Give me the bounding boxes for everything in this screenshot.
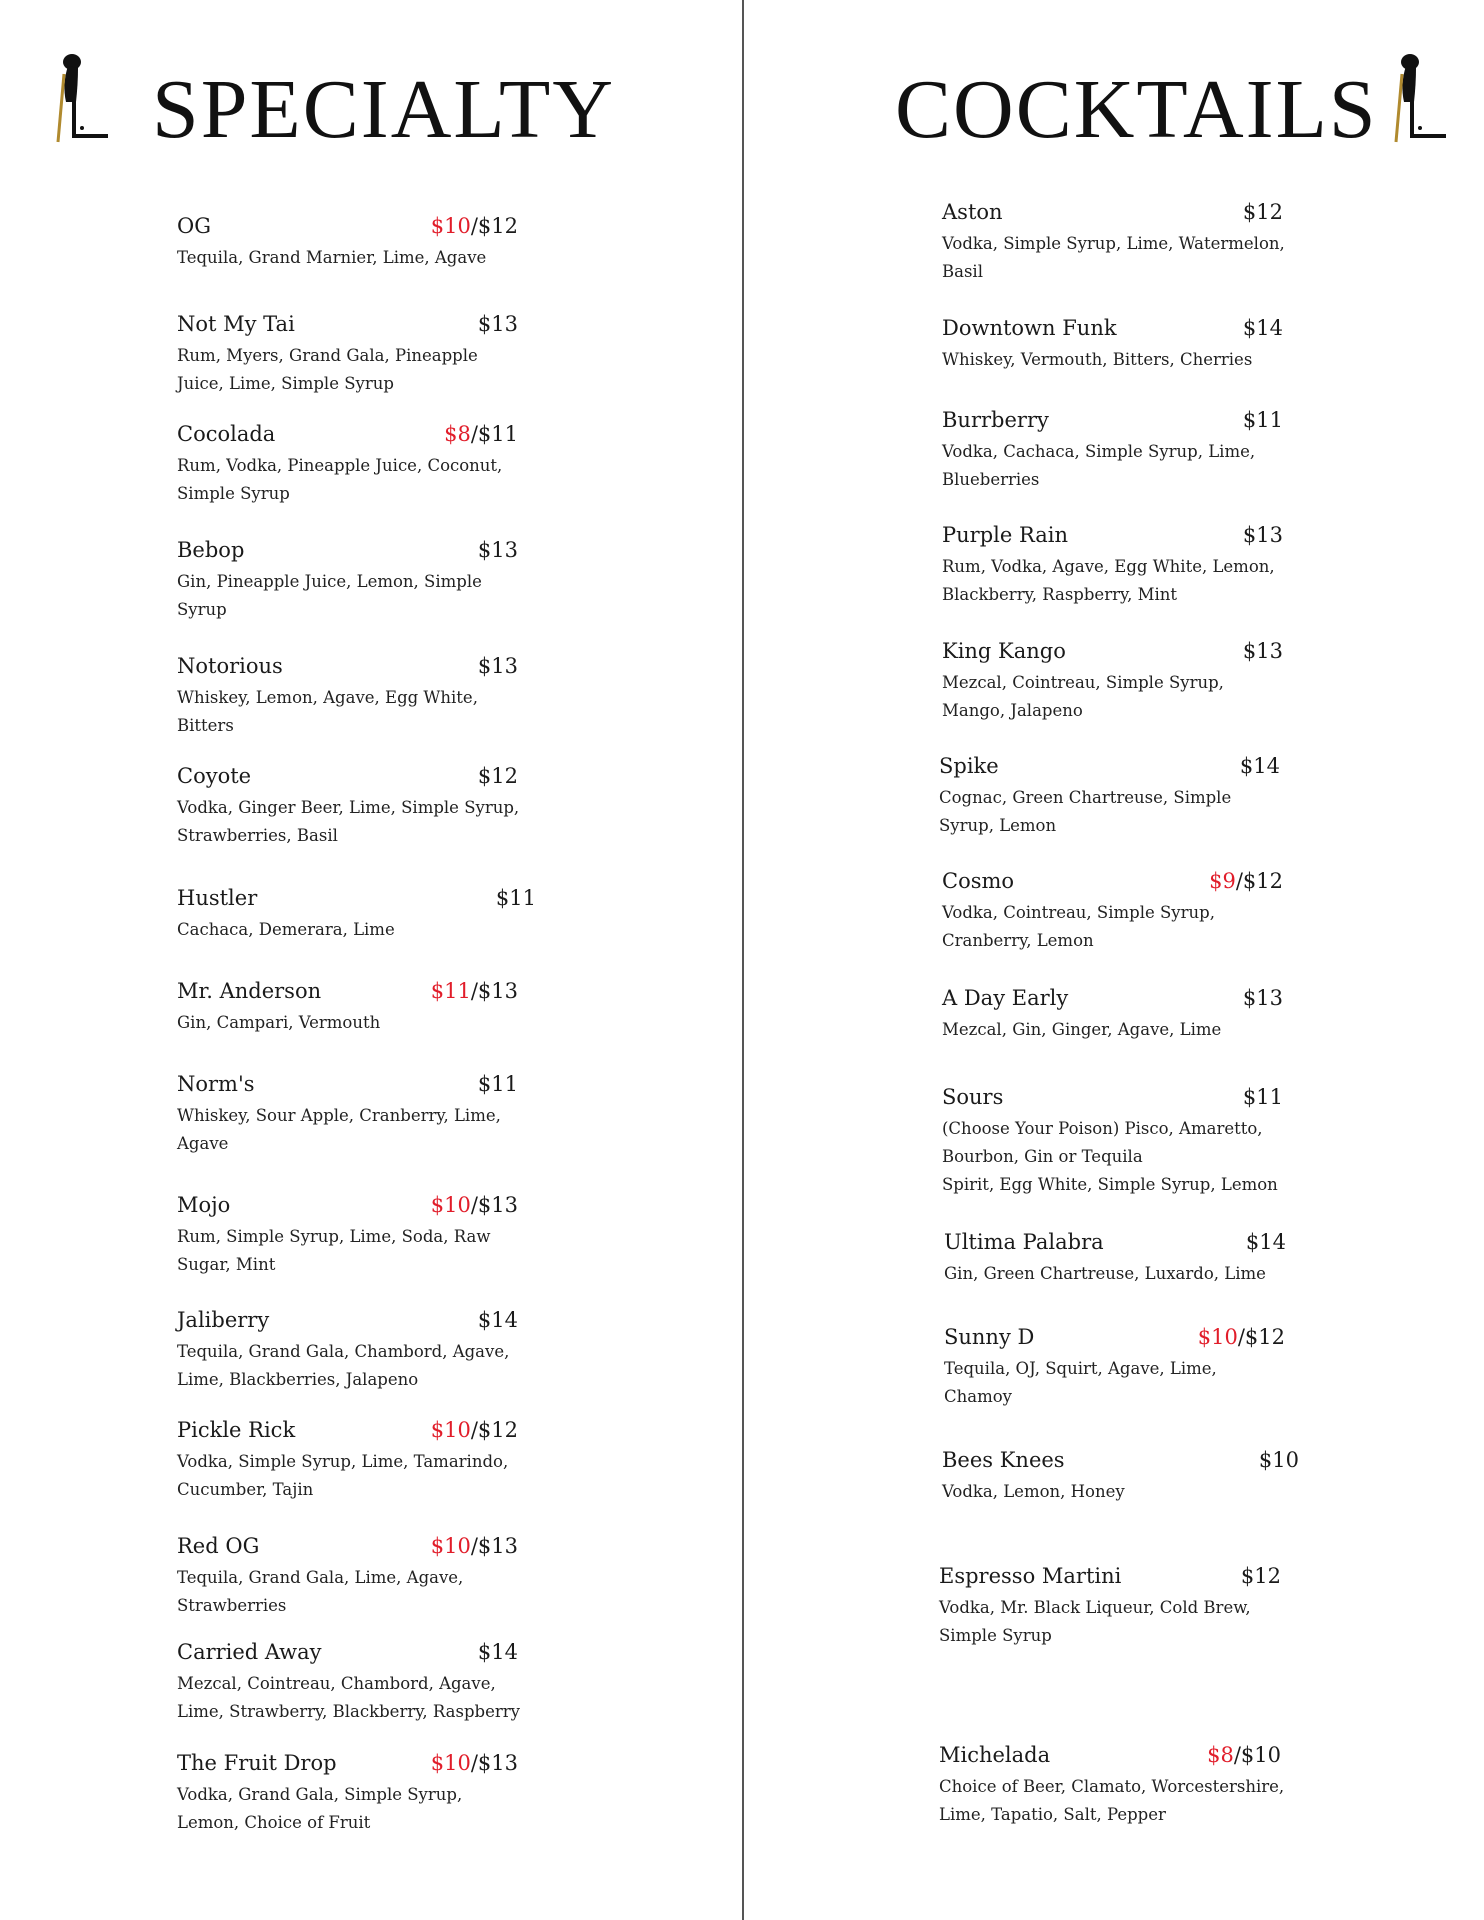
ingredients-line: Simple Syrup — [177, 484, 290, 503]
ingredients-line: Blueberries — [942, 470, 1040, 489]
item-name: Michelada — [939, 1743, 1051, 1767]
item-ingredients — [177, 1670, 520, 1726]
regular-price: $14 — [1242, 316, 1283, 340]
ingredients-line: Vodka, Cointreau, Simple Syrup, — [942, 903, 1215, 922]
item-price — [431, 977, 518, 1005]
item-name: Burrberry — [942, 408, 1049, 432]
ingredients-line: Tequila, Grand Gala, Lime, Agave, — [177, 1568, 464, 1587]
item-price — [1240, 752, 1280, 780]
item-ingredients — [177, 568, 482, 624]
item-name: Aston — [942, 200, 1003, 224]
item-ingredients — [942, 553, 1275, 609]
item-name: Ultima Palabra — [944, 1230, 1104, 1254]
sale-price: $9 — [1209, 869, 1236, 893]
item-name: Hustler — [177, 886, 258, 910]
regular-price: /$11 — [470, 422, 518, 446]
item-ingredients — [177, 342, 478, 398]
item-name: Mr. Anderson — [177, 979, 322, 1003]
ingredients-line: Vodka, Mr. Black Liqueur, Cold Brew, — [939, 1598, 1251, 1617]
item-price — [478, 536, 518, 564]
ingredients-line: Vodka, Simple Syrup, Lime, Tamarindo, — [177, 1452, 509, 1471]
item-ingredients — [939, 1773, 1284, 1829]
ingredients-line: Spirit, Egg White, Simple Syrup, Lemon — [942, 1175, 1278, 1194]
sale-price: $8 — [444, 422, 471, 446]
sale-price: $10 — [430, 1418, 471, 1442]
ingredients-line: Mezcal, Cointreau, Chambord, Agave, — [177, 1674, 496, 1693]
ingredients-line: Rum, Myers, Grand Gala, Pineapple — [177, 346, 478, 365]
item-price — [496, 884, 536, 912]
item-ingredients — [942, 1115, 1278, 1199]
regular-price: /$13 — [470, 979, 518, 1003]
item-name: Downtown Funk — [942, 316, 1117, 340]
regular-price: /$10 — [1233, 1743, 1281, 1767]
item-price — [1243, 314, 1283, 342]
item-price — [1241, 1562, 1281, 1590]
item-ingredients — [942, 669, 1224, 725]
regular-price: /$13 — [470, 1193, 518, 1217]
item-price — [444, 420, 518, 448]
item-ingredients — [177, 244, 486, 272]
item-ingredients — [944, 1355, 1217, 1411]
bird-logo-icon — [48, 44, 112, 144]
item-ingredients — [177, 1564, 463, 1620]
ingredients-line: Gin, Campari, Vermouth — [177, 1013, 381, 1032]
regular-price: $12 — [477, 764, 518, 788]
ingredients-line: Cucumber, Tajin — [177, 1480, 314, 1499]
ingredients-line: Rum, Simple Syrup, Lime, Soda, Raw — [177, 1227, 491, 1246]
item-price — [478, 1070, 518, 1098]
item-price — [1243, 1083, 1283, 1111]
ingredients-line: Strawberries — [177, 1596, 287, 1615]
item-name: King Kango — [942, 639, 1066, 663]
ingredients-line: Mezcal, Gin, Ginger, Agave, Lime — [942, 1020, 1222, 1039]
ingredients-line: Syrup — [177, 600, 227, 619]
regular-price: /$12 — [1237, 1325, 1285, 1349]
ingredients-line: Rum, Vodka, Agave, Egg White, Lemon, — [942, 557, 1275, 576]
item-name: Norm's — [177, 1072, 255, 1096]
item-name: Mojo — [177, 1193, 231, 1217]
ingredients-line: Bitters — [177, 716, 234, 735]
item-ingredients — [939, 1594, 1251, 1650]
regular-price: $14 — [1245, 1230, 1286, 1254]
item-price — [1243, 521, 1283, 549]
item-price — [1243, 984, 1283, 1012]
item-ingredients — [177, 1102, 501, 1158]
regular-price: $14 — [1239, 754, 1280, 778]
item-name: Not My Tai — [177, 312, 295, 336]
sale-price: $10 — [430, 1193, 471, 1217]
sale-price: $10 — [1197, 1325, 1238, 1349]
item-ingredients — [177, 1448, 508, 1504]
regular-price: /$13 — [470, 1534, 518, 1558]
item-name: Espresso Martini — [939, 1564, 1122, 1588]
regular-price: /$12 — [1235, 869, 1283, 893]
ingredients-line: Vodka, Cachaca, Simple Syrup, Lime, — [942, 442, 1256, 461]
ingredients-line: Gin, Pineapple Juice, Lemon, Simple — [177, 572, 482, 591]
sale-price: $10 — [430, 214, 471, 238]
ingredients-line: Bourbon, Gin or Tequila — [942, 1147, 1143, 1166]
ingredients-line: Juice, Lime, Simple Syrup — [177, 374, 394, 393]
item-name: Bees Knees — [942, 1448, 1065, 1472]
ingredients-line: Whiskey, Lemon, Agave, Egg White, — [177, 688, 478, 707]
item-name: Carried Away — [177, 1640, 322, 1664]
ingredients-line: Whiskey, Sour Apple, Cranberry, Lime, — [177, 1106, 501, 1125]
regular-price: $13 — [1242, 639, 1283, 663]
item-name: Red OG — [177, 1534, 260, 1558]
regular-price: $14 — [477, 1308, 518, 1332]
item-ingredients — [177, 1009, 380, 1037]
specialty-heading: SPECIALTY — [152, 63, 615, 156]
regular-price: /$12 — [470, 214, 518, 238]
item-name: A Day Early — [942, 986, 1069, 1010]
ingredients-line: Chamoy — [944, 1387, 1012, 1406]
ingredients-line: Basil — [942, 262, 983, 281]
item-price — [1243, 406, 1283, 434]
ingredients-line: Tequila, Grand Marnier, Lime, Agave — [177, 248, 487, 267]
item-ingredients — [944, 1260, 1266, 1288]
ingredients-line: Gin, Green Chartreuse, Luxardo, Lime — [944, 1264, 1266, 1283]
item-name: The Fruit Drop — [177, 1751, 337, 1775]
item-price — [1243, 637, 1283, 665]
sale-price: $11 — [430, 979, 471, 1003]
ingredients-line: Cranberry, Lemon — [942, 931, 1094, 950]
center-divider — [742, 0, 744, 1920]
item-name: Cocolada — [177, 422, 276, 446]
ingredients-line: Tequila, OJ, Squirt, Agave, Lime, — [944, 1359, 1217, 1378]
item-price — [1246, 1228, 1286, 1256]
item-name: OG — [177, 214, 211, 238]
item-ingredients — [942, 438, 1255, 494]
item-ingredients — [177, 916, 395, 944]
ingredients-line: Mezcal, Cointreau, Simple Syrup, — [942, 673, 1224, 692]
ingredients-line: Syrup, Lemon — [939, 816, 1057, 835]
regular-price: $13 — [477, 654, 518, 678]
item-price — [478, 1306, 518, 1334]
item-ingredients — [177, 1338, 509, 1394]
item-name: Pickle Rick — [177, 1418, 296, 1442]
item-name: Cosmo — [942, 869, 1015, 893]
sale-price: $10 — [430, 1534, 471, 1558]
sale-price: $8 — [1207, 1743, 1234, 1767]
bird-logo-icon — [1386, 44, 1450, 144]
item-ingredients — [942, 1478, 1125, 1506]
ingredients-line: Choice of Beer, Clamato, Worcestershire, — [939, 1777, 1285, 1796]
item-ingredients — [177, 794, 519, 850]
item-ingredients — [177, 1223, 490, 1279]
ingredients-line: Lemon, Choice of Fruit — [177, 1813, 371, 1832]
regular-price: $13 — [477, 312, 518, 336]
ingredients-line: Rum, Vodka, Pineapple Juice, Coconut, — [177, 456, 503, 475]
ingredients-line: Blackberry, Raspberry, Mint — [942, 585, 1178, 604]
item-price — [1198, 1323, 1285, 1351]
item-price — [478, 652, 518, 680]
regular-price: /$13 — [470, 1751, 518, 1775]
regular-price: $13 — [1242, 986, 1283, 1010]
item-price — [431, 212, 518, 240]
ingredients-line: (Choose Your Poison) Pisco, Amaretto, — [942, 1119, 1263, 1138]
ingredients-line: Strawberries, Basil — [177, 826, 338, 845]
regular-price: $11 — [495, 886, 536, 910]
item-name: Sunny D — [944, 1325, 1035, 1349]
ingredients-line: Whiskey, Vermouth, Bitters, Cherries — [942, 350, 1253, 369]
ingredients-line: Vodka, Lemon, Honey — [942, 1482, 1125, 1501]
ingredients-line: Lime, Blackberries, Jalapeno — [177, 1370, 419, 1389]
ingredients-line: Lime, Tapatio, Salt, Pepper — [939, 1805, 1166, 1824]
item-name: Spike — [939, 754, 999, 778]
item-ingredients — [939, 784, 1231, 840]
item-price — [478, 762, 518, 790]
item-ingredients — [942, 346, 1252, 374]
regular-price: $11 — [1242, 1085, 1283, 1109]
regular-price: $12 — [1240, 1564, 1281, 1588]
regular-price: $13 — [477, 538, 518, 562]
item-price — [1207, 1741, 1281, 1769]
item-name: Coyote — [177, 764, 252, 788]
item-name: Purple Rain — [942, 523, 1069, 547]
regular-price: $11 — [477, 1072, 518, 1096]
item-ingredients — [942, 1016, 1221, 1044]
ingredients-line: Lime, Strawberry, Blackberry, Raspberry — [177, 1702, 520, 1721]
item-price — [431, 1191, 518, 1219]
item-name: Bebop — [177, 538, 245, 562]
item-price — [1209, 867, 1283, 895]
ingredients-line: Cachaca, Demerara, Lime — [177, 920, 395, 939]
ingredients-line: Agave — [177, 1134, 229, 1153]
item-ingredients — [177, 684, 478, 740]
ingredients-line: Mango, Jalapeno — [942, 701, 1083, 720]
item-name: Sours — [942, 1085, 1004, 1109]
item-price — [1259, 1446, 1299, 1474]
ingredients-line: Simple Syrup — [939, 1626, 1052, 1645]
ingredients-line: Tequila, Grand Gala, Chambord, Agave, — [177, 1342, 510, 1361]
ingredients-line: Vodka, Simple Syrup, Lime, Watermelon, — [942, 234, 1285, 253]
item-ingredients — [177, 1781, 462, 1837]
regular-price: $11 — [1242, 408, 1283, 432]
item-ingredients — [942, 230, 1285, 286]
item-ingredients — [942, 899, 1215, 955]
regular-price: $14 — [477, 1640, 518, 1664]
ingredients-line: Sugar, Mint — [177, 1255, 276, 1274]
item-price — [431, 1532, 518, 1560]
sale-price: $10 — [430, 1751, 471, 1775]
item-ingredients — [177, 452, 502, 508]
item-price — [431, 1749, 518, 1777]
item-price — [478, 1638, 518, 1666]
regular-price: $12 — [1242, 200, 1283, 224]
item-price — [431, 1416, 518, 1444]
ingredients-line: Vodka, Grand Gala, Simple Syrup, — [177, 1785, 463, 1804]
regular-price: $13 — [1242, 523, 1283, 547]
ingredients-line: Vodka, Ginger Beer, Lime, Simple Syrup, — [177, 798, 520, 817]
cocktails-heading: COCKTAILS — [895, 63, 1378, 156]
item-name: Notorious — [177, 654, 283, 678]
item-name: Jaliberry — [177, 1308, 270, 1332]
ingredients-line: Cognac, Green Chartreuse, Simple — [939, 788, 1232, 807]
regular-price: $10 — [1258, 1448, 1299, 1472]
item-price — [478, 310, 518, 338]
item-price — [1243, 198, 1283, 226]
regular-price: /$12 — [470, 1418, 518, 1442]
